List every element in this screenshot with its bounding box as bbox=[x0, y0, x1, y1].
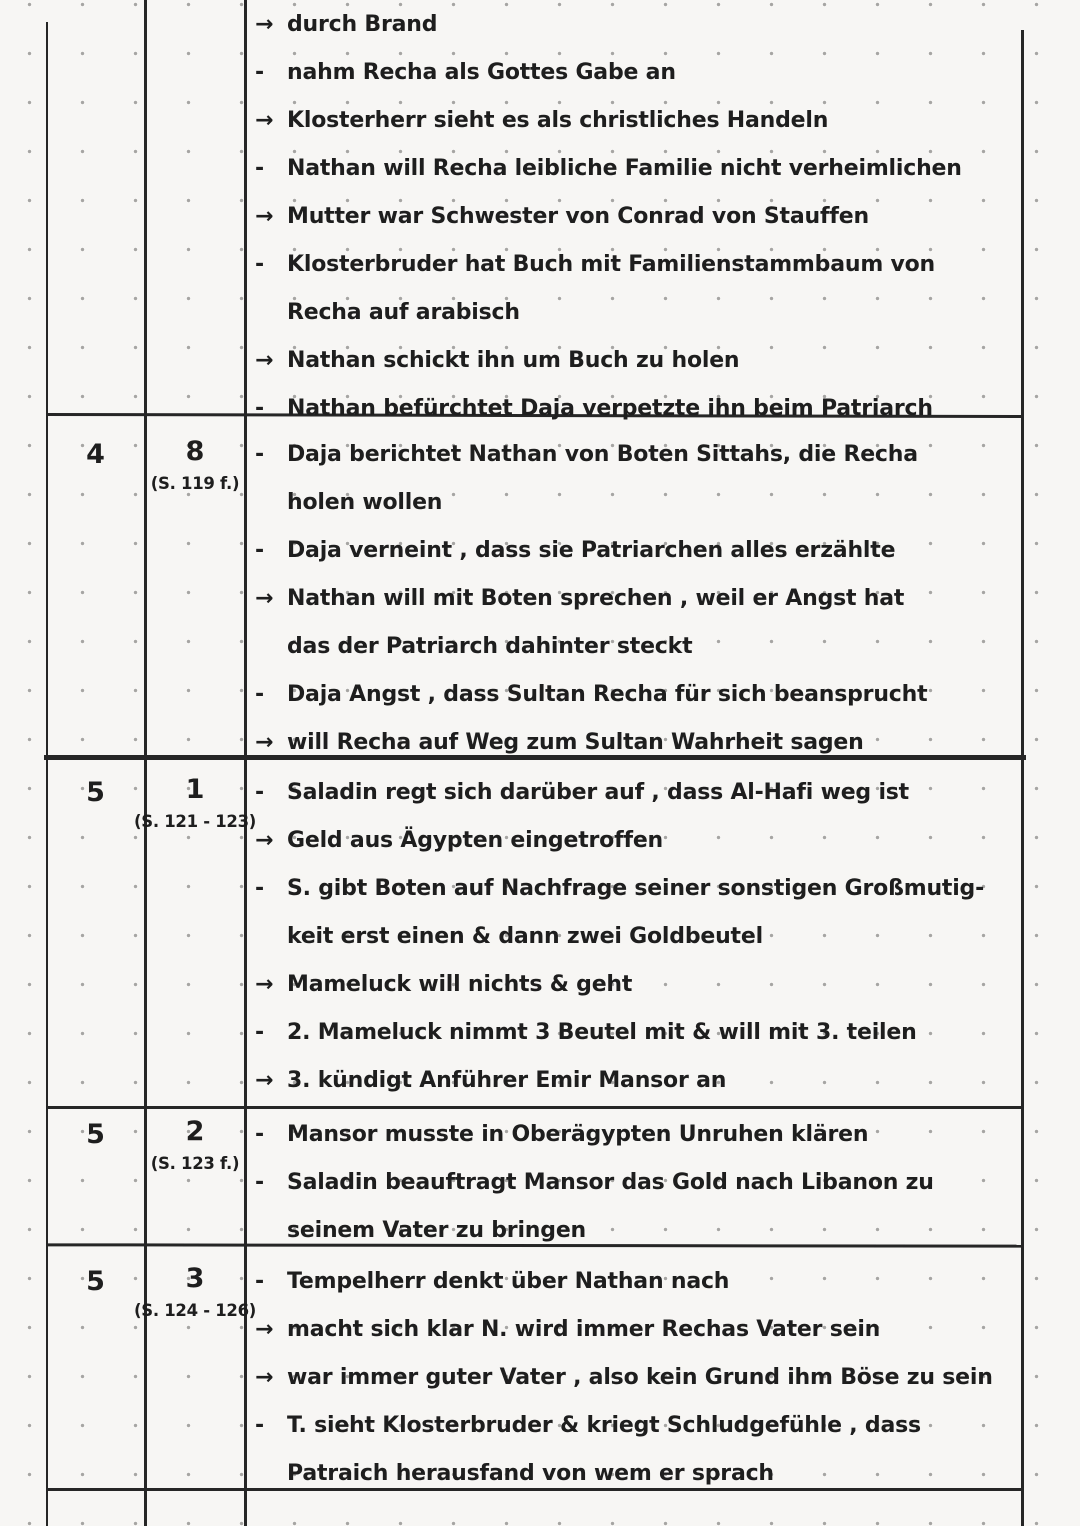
dash-bullet: - bbox=[255, 537, 264, 563]
scene-page-reference: (S. 119 f.) bbox=[150, 474, 240, 493]
dash-bullet: - bbox=[255, 1121, 264, 1147]
arrow-icon: → bbox=[255, 1067, 274, 1093]
note-text: Nathan will Recha leibliche Familie nicht verheimlichen bbox=[287, 155, 962, 181]
note-text: das der Patriarch dahinter steckt bbox=[287, 633, 693, 659]
note-text: Nathan befürchtet Daja verpetzte ihn beim Patriarch bbox=[287, 395, 933, 421]
note-text: macht sich klar N. wird immer Rechas Vater sein bbox=[287, 1316, 881, 1342]
arrow-icon: → bbox=[255, 203, 274, 229]
note-text: 3. kündigt Anführer Emir Mansor an bbox=[287, 1067, 727, 1093]
note-text: seinem Vater zu bringen bbox=[287, 1217, 586, 1243]
notes-cell bbox=[245, 768, 1080, 1104]
scene-page-reference: (S. 121 - 123) bbox=[134, 812, 256, 831]
note-line bbox=[245, 622, 1080, 670]
note-text: T. sieht Klosterbruder & kriegt Schludgefühle , dass bbox=[287, 1412, 921, 1438]
note-text: durch Brand bbox=[287, 11, 438, 37]
arrow-icon: → bbox=[255, 1316, 274, 1342]
note-text: 2. Mameluck nimmt 3 Beutel mit & will mit 3. teilen bbox=[287, 1019, 917, 1045]
note-line bbox=[245, 960, 1080, 1008]
notes-cell bbox=[245, 430, 1080, 766]
dash-bullet: - bbox=[255, 779, 264, 805]
scene-cell bbox=[134, 1259, 256, 1323]
note-line bbox=[245, 1401, 1080, 1449]
note-text: S. gibt Boten auf Nachfrage seiner sonstigen Großmutig- bbox=[287, 875, 985, 901]
note-line bbox=[245, 718, 1080, 766]
arrow-icon: → bbox=[255, 1364, 274, 1390]
dash-bullet: - bbox=[255, 155, 264, 181]
act-number bbox=[47, 1491, 144, 1526]
note-text: nahm Recha als Gottes Gabe an bbox=[287, 59, 676, 85]
table-row bbox=[0, 1491, 1080, 1526]
table-row bbox=[0, 1247, 1080, 1488]
act-number: 5 bbox=[86, 1118, 105, 1150]
table-row bbox=[0, 0, 1080, 421]
dash-bullet: - bbox=[255, 1169, 264, 1195]
scene-cell bbox=[145, 1112, 245, 1176]
note-text: Patraich herausfand von wem er sprach bbox=[287, 1460, 774, 1486]
note-text: Recha auf arabisch bbox=[287, 299, 520, 325]
note-text: Mameluck will nichts & geht bbox=[287, 971, 633, 997]
act-number: 5 bbox=[86, 1265, 105, 1297]
note-line bbox=[245, 1110, 1080, 1158]
dash-bullet: - bbox=[255, 251, 264, 277]
note-line bbox=[245, 1449, 1080, 1497]
note-line bbox=[245, 96, 1080, 144]
note-line bbox=[245, 1257, 1080, 1305]
scene-number: 3 bbox=[185, 1263, 205, 1294]
dash-bullet: - bbox=[255, 59, 264, 85]
dash-bullet: - bbox=[255, 1268, 264, 1294]
note-text: Daja Angst , dass Sultan Recha für sich beansprucht bbox=[287, 681, 928, 707]
note-line bbox=[245, 478, 1080, 526]
note-text: Saladin regt sich darüber auf , dass Al-Hafi weg ist bbox=[287, 779, 909, 805]
note-line bbox=[245, 0, 1080, 48]
note-line bbox=[245, 768, 1080, 816]
note-text: war immer guter Vater , also kein Grund ihm Böse zu sein bbox=[287, 1364, 993, 1390]
note-text: Nathan will mit Boten sprechen , weil er Angst hat bbox=[287, 585, 905, 611]
dash-bullet: - bbox=[255, 681, 264, 707]
note-line bbox=[245, 430, 1080, 478]
note-line bbox=[245, 912, 1080, 960]
dash-bullet: - bbox=[255, 1019, 264, 1045]
note-line bbox=[245, 192, 1080, 240]
act-number: 5 bbox=[86, 776, 105, 808]
dash-bullet: - bbox=[255, 1412, 264, 1438]
scene-page-reference: (S. 123 f.) bbox=[150, 1154, 240, 1173]
scene-page-reference: (S. 124 - 126) bbox=[134, 1301, 256, 1320]
scene-cell bbox=[145, 432, 245, 496]
arrow-icon: → bbox=[255, 729, 274, 755]
table-row bbox=[0, 1109, 1080, 1244]
arrow-icon: → bbox=[255, 971, 274, 997]
notes-cell bbox=[245, 1257, 1080, 1497]
note-line bbox=[245, 670, 1080, 718]
note-text: Mutter war Schwester von Conrad von Stauffen bbox=[287, 203, 869, 229]
dash-bullet: - bbox=[255, 875, 264, 901]
note-text: will Recha auf Weg zum Sultan Wahrheit sagen bbox=[287, 729, 864, 755]
note-text: keit erst einen & dann zwei Goldbeutel bbox=[287, 923, 763, 949]
note-text: holen wollen bbox=[287, 489, 443, 515]
scene-number: 2 bbox=[185, 1116, 205, 1147]
scene-cell bbox=[134, 770, 256, 834]
arrow-icon: → bbox=[255, 11, 274, 37]
scene-number: 8 bbox=[185, 436, 205, 467]
note-line bbox=[245, 288, 1080, 336]
arrow-icon: → bbox=[255, 107, 274, 133]
note-line bbox=[245, 1305, 1080, 1353]
note-line bbox=[245, 144, 1080, 192]
note-text: Daja berichtet Nathan von Boten Sittahs, die Recha bbox=[287, 441, 918, 467]
act-number bbox=[47, 0, 144, 48]
note-text: Nathan schickt ihn um Buch zu holen bbox=[287, 347, 740, 373]
note-line bbox=[245, 1158, 1080, 1206]
note-text: Klosterherr sieht es als christliches Handeln bbox=[287, 107, 829, 133]
dash-bullet: - bbox=[255, 441, 264, 467]
note-line bbox=[245, 1056, 1080, 1104]
act-number: 4 bbox=[86, 438, 105, 470]
table-row bbox=[0, 416, 1080, 755]
note-text: Mansor musste in Oberägypten Unruhen klären bbox=[287, 1121, 869, 1147]
note-text: Saladin beauftragt Mansor das Gold nach Libanon zu bbox=[287, 1169, 934, 1195]
note-line bbox=[245, 864, 1080, 912]
note-line bbox=[245, 816, 1080, 864]
arrow-icon: → bbox=[255, 827, 274, 853]
note-line bbox=[245, 526, 1080, 574]
note-text: Geld aus Ägypten eingetroffen bbox=[287, 827, 664, 853]
note-text: Tempelherr denkt über Nathan nach bbox=[287, 1268, 730, 1294]
notes-cell bbox=[245, 0, 1080, 432]
note-line bbox=[245, 1353, 1080, 1401]
note-line bbox=[245, 48, 1080, 96]
note-line bbox=[245, 240, 1080, 288]
arrow-icon: → bbox=[255, 585, 274, 611]
note-line bbox=[245, 336, 1080, 384]
note-text: Klosterbruder hat Buch mit Familienstammbaum von bbox=[287, 251, 936, 277]
dash-bullet: - bbox=[255, 395, 264, 421]
table-row bbox=[0, 760, 1080, 1106]
notes-cell bbox=[245, 1110, 1080, 1254]
note-text: Daja verneint , dass sie Patriarchen alles erzählte bbox=[287, 537, 896, 563]
note-line bbox=[245, 574, 1080, 622]
note-line bbox=[245, 1008, 1080, 1056]
arrow-icon: → bbox=[255, 347, 274, 373]
scene-number: 1 bbox=[185, 774, 205, 805]
